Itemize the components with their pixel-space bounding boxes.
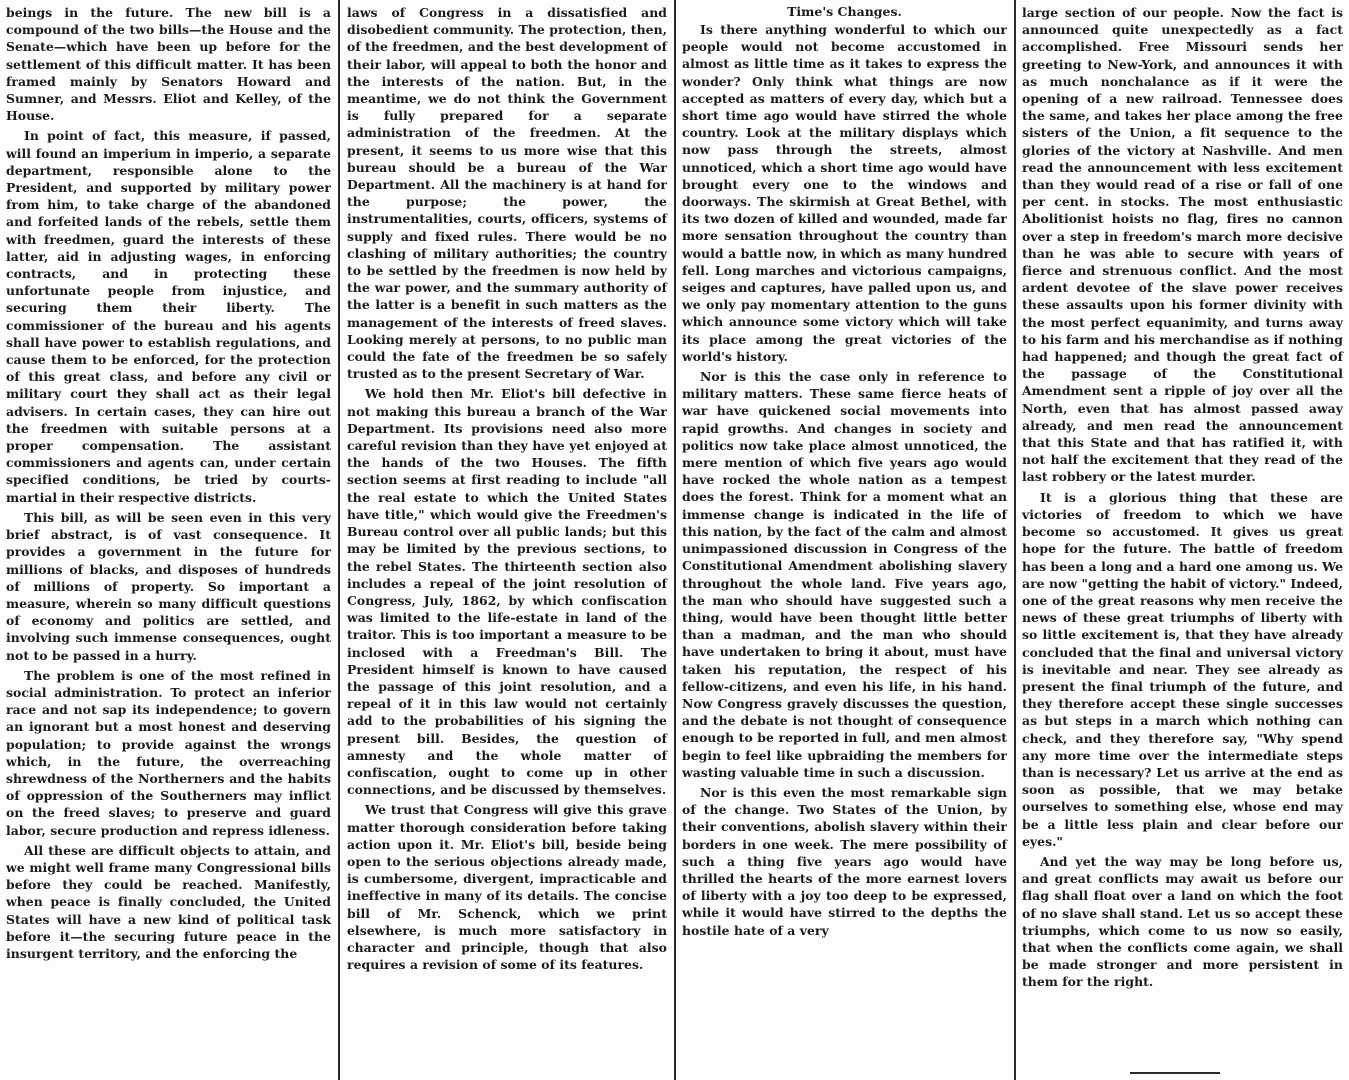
paragraph: large section of our people. Now the fact is announced quite unexpectedly as a fact accomplished. Free Missouri sends her greeting to New-York, and announces it with as much nonchalance as if it were the opening of a new railroad. Tennessee does the same, and takes her place among the free sisters of the Union, a fit sequence to the glories of the victory at Nashville. And men read the announcement with less excitement than they would read of a rise or fall of one per cent. in stocks. The most enthusiastic Abolitionist hoists no flag, fires no cannon over a step in freedom's march more decisive than he was able to secure with years of fierce and strenuous conflict. And the most ardent devotee of the slave power receives these assaults upon his former divinity with the most perfect equanimity, and turns away to his farm and his merchandise as if nothing had happened; and though the great fact of the passage of the Constitutional Amendment sent a ripple of joy over all the North, even that has almost passed away already, and men read the announcement that this State and that has ratified it, with not half the excitement that they read of the last robbery or the latest murder. — [1022, 5, 1343, 485]
paragraph: Nor is this the case only in reference to military matters. These same fierce heats of war have quickened social movements into rapid growths. And changes in society and politics now take place almost unnoticed, the mere mention of which five years ago would have rocked the whole nation as a tempest does the forest. Think for a moment what an immense change is indicated in the life of this nation, by the fact of the calm and almost unimpassioned discussion in Congress of the Constitutional Amendment abolishing slavery throughout the whole land. Five years ago, the man who should have suggested such a thing, would have been thought little better than a madman, and the man who should have undertaken to bring it about, must have taken his reputation, the respect of his fellow-citizens, and even his life, in his hand. Now Congress gravely discusses the question, and the debate is not thought of consequence enough to be reported in full, and men almost begin to feel like upbraiding the members for wasting valuable time in such a discussion. — [682, 369, 1007, 780]
column-2 — [341, 0, 673, 1080]
paragraph: Nor is this even the most remarkable sign of the change. Two States of the Union, by their conventions, abolish slavery within their borders in one week. The mere possibility of such a thing five years ago would have thrilled the hearts of the more earnest lovers of liberty with a joy too deep to be expressed, while it would have stirred to the depths the hostile hate of a very — [682, 784, 1007, 938]
column-divider — [338, 0, 340, 1080]
paragraph: The problem is one of the most refined in social administration. To protect an inferior race and not sap its independence; to govern an ignorant but a most honest and deserving population; to provide against the wrongs which, in the future, the overreaching shrewdness of the Northerners and the habits of oppression of the Southerners may inflict on the freed slaves; to preserve and guard labor, secure production and repress idleness. — [6, 667, 331, 838]
paragraph: It is a glorious thing that these are victories of freedom to which we have become so accustomed. It gives us great hope for the future. The battle of freedom has been a long and a hard one among us. We are now "getting the habit of victory." Indeed, one of the great reasons why men receive the news of these great triumphs of liberty with so little excitement is, that they have already concluded that the final and universal victory is inevitable and near. They see already as present the final triumph of the future, and they therefore accept these single successes as but steps in a march which nothing can check, and they therefore say, "Why spend any more time over the intermediate steps than is necessary? Let us arrive at the end as soon as possible, that we may betake ourselves to something else, whose end may be a little less plain and clear before our eyes." — [1022, 489, 1343, 849]
column-1 — [0, 0, 337, 1080]
paragraph: We trust that Congress will give this grave matter thorough consideration before taking action upon it. Mr. Eliot's bill, beside being open to the serious objections already made, is cumbersome, divergent, impracticable and ineffective in many of its details. The concise bill of Mr. Schenck, which we print elsewhere, is much more satisfactory in character and principle, though that also requires a revision of some of its features. — [347, 802, 667, 973]
article-end-rule — [1130, 1072, 1220, 1080]
paragraph: All these are difficult objects to attain, and we might well frame many Congressional bills before they could be reached. Manifestly, when peace is finally concluded, the United States will have a new kind of political task before it—the securing future peace in the insurgent territory, and the enforcing the — [6, 842, 331, 961]
column-4 — [1016, 0, 1349, 1080]
paragraph: Is there anything wonderful to which our people would not become accustomed in almost as little time as it takes to express the wonder? Only think what things are now accepted as matters of every day, which but a short time ago would have stirred the whole country. Look at the military displays which now pass through the streets, almost unnoticed, which a short time ago would have brought every one to the windows and doorways. The skirmish at Great Bethel, with its two dozen of killed and wounded, made far more sensation throughout the country than would a battle now, in which as many hundred fell. Long marches and victorious campaigns, seiges and captures, have palled upon us, and we only pay momentary attention to the guns which announce some victory which will take its place among the great victories of the world's history. — [682, 22, 1007, 364]
paragraph: We hold then Mr. Eliot's bill defective in not making this bureau a branch of the War Department. Its provisions need also more careful revision than they have yet enjoyed at the hands of the two Houses. The fifth section seems at first reading to include "all the real estate to which the United States have title," which would give the Freedmen's Bureau control over all public lands; but this may be limited by the previous sections, to the rebel States. The thirteenth section also includes a repeal of the joint resolution of Congress, July, 1862, by which confiscation was limited to the life-estate in land of the traitor. This is too important a measure to be inclosed with a Freedman's Bill. The President himself is known to have caused the passage of this joint resolution, and a repeal of it in this law would not certainly add to the probabilities of his signing the present bill. Besides, the question of amnesty and the whole matter of confiscation, ought to come up in other connections, and be discussed by themselves. — [347, 386, 667, 798]
paragraph: This bill, as will be seen even in this very brief abstract, is of vast consequence. It provides a government in the future for millions of blacks, and disposes of hundreds of millions of property. So important a measure, wherein so many difficult questions of economy and politics are settled, and involving such immense consequences, ought not to be passed in a hurry. — [6, 509, 331, 663]
paragraph: laws of Congress in a dissatisfied and disobedient community. The protection, then, of the freedmen, and the best development of their labor, will appeal to both the honor and the interests of the nation. But, in the meantime, we do not think the Government is fully prepared for a separate administration of the freedmen. At the present, it seems to us more wise that this bureau should be a bureau of the War Department. All the machinery is at hand for the purpose; the power, the instrumentalities, courts, officers, systems of supply and fixed rules. There would be no clashing of military authorities; the country to be settled by the freedmen is now held by the war power, and the summary authority of the latter is a benefit in such matters as the management of the interests of freed slaves. Looking merely at persons, to no public man could the fate of the freedmen be so safely trusted as to the present Secretary of War. — [347, 5, 667, 382]
article-headline: Time's Changes. — [787, 4, 902, 19]
paragraph: In point of fact, this measure, if passed, will found an imperium in imperio, a separate department, responsible alone to the President, and supported by military power from him, to take charge of the abandoned and forfeited lands of the rebels, settle them with freedmen, guard the interests of these latter, aid in adjusting wages, in enforcing contracts, and in protecting these unfortunate people from injustice, and securing them their liberty. The commissioner of the bureau and his agents shall have power to establish regulations, and cause them to be enforced, for the protection of this great class, and before any civil or military court they shall act as their legal advisers. In certain cases, they can hire out the freedmen with suitable persons at a proper compensation. The assistant commissioners and agents can, under certain specified conditions, be tried by courts-martial in their respective districts. — [6, 128, 331, 505]
paragraph: beings in the future. The new bill is a compound of the two bills—the House and the Senate—which have been up before for the settlement of this difficult matter. It has been framed mainly by Senators Howard and Sumner, and Messrs. Eliot and Kelley, of the House. — [6, 5, 331, 124]
paragraph: And yet the way may be long before us, and great conflicts may await us before our flag shall float over a land on which the foot of no slave shall stand. Let us so accept these triumphs, which come to us now so easily, that when the conflicts come again, we shall be made stronger and more persistent in them for the right. — [1022, 853, 1343, 990]
column-3 — [676, 0, 1013, 1080]
